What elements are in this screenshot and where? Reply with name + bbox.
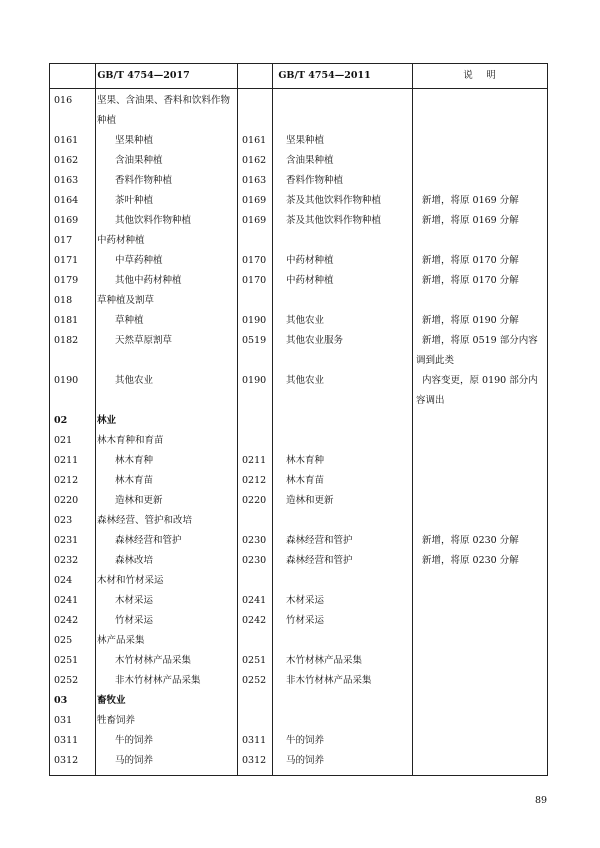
name-2011: 中药材种植	[286, 275, 334, 286]
name-2011: 其他农业	[286, 315, 325, 326]
code-2017: 0232	[54, 555, 79, 566]
name-2017: 森林经营、管护和改培	[97, 515, 193, 526]
header-gbt-2017: GB/T 4754—2017	[97, 70, 190, 81]
note: 新增，将原 0190 分解	[422, 315, 519, 326]
name-2011: 森林经营和管护	[286, 535, 353, 546]
name-2017: 马的饲养	[115, 755, 154, 766]
code-2011: 0241	[242, 595, 267, 606]
code-2011: 0242	[242, 615, 267, 626]
name-2017: 竹材采运	[115, 615, 154, 626]
name-2017: 牲畜饲养	[97, 715, 136, 726]
code-2011: 0311	[242, 735, 267, 746]
code-2017: 0241	[54, 595, 79, 606]
name-2011: 坚果种植	[286, 135, 325, 146]
name-2017: 畜牧业	[97, 695, 126, 706]
code-2017: 031	[54, 715, 73, 726]
page-number: 89	[535, 795, 548, 806]
code-2017: 02	[54, 415, 68, 426]
code-2017: 0312	[54, 755, 79, 766]
note: 新增，将原 0519 部分内容调到此类	[416, 335, 538, 366]
name-2017: 中草药种植	[115, 255, 163, 266]
name-2017: 天然草原割草	[115, 335, 173, 346]
code-2011: 0169	[242, 215, 267, 226]
code-2017: 0242	[54, 615, 79, 626]
header-divider	[50, 88, 547, 89]
name-2017: 其他农业	[115, 375, 154, 386]
code-2017: 0181	[54, 315, 79, 326]
code-2017: 018	[54, 295, 73, 306]
code-2017: 023	[54, 515, 73, 526]
code-2011: 0170	[242, 255, 267, 266]
name-2011: 造林和更新	[286, 495, 334, 506]
name-2017: 林木育种	[115, 455, 154, 466]
code-2011: 0230	[242, 535, 267, 546]
code-2011: 0211	[242, 455, 267, 466]
name-2011: 森林经营和管护	[286, 555, 353, 566]
name-2011: 竹材采运	[286, 615, 325, 626]
code-2011: 0312	[242, 755, 267, 766]
name-2017: 木材采运	[115, 595, 154, 606]
column-divider	[412, 64, 413, 775]
code-2017: 0161	[54, 135, 79, 146]
code-2017: 0169	[54, 215, 79, 226]
name-2011: 牛的饲养	[286, 735, 325, 746]
note: 新增，将原 0230 分解	[422, 555, 519, 566]
code-2011: 0252	[242, 675, 267, 686]
column-divider	[237, 64, 238, 775]
code-2011: 0220	[242, 495, 267, 506]
code-2011: 0190	[242, 375, 267, 386]
note: 新增，将原 0170 分解	[422, 255, 519, 266]
name-2017: 茶叶种植	[115, 195, 154, 206]
code-2017: 0251	[54, 655, 79, 666]
name-2017: 香料作物种植	[115, 175, 173, 186]
code-2017: 03	[54, 695, 68, 706]
column-divider	[95, 64, 96, 775]
code-2017: 024	[54, 575, 73, 586]
name-2017: 木竹材林产品采集	[115, 655, 192, 666]
name-2017: 其他饮料作物种植	[115, 215, 192, 226]
name-2011: 茶及其他饮料作物种植	[286, 215, 382, 226]
name-2011: 含油果种植	[286, 155, 334, 166]
name-2017: 坚果、含油果、香料和饮料作物种植	[97, 95, 231, 126]
name-2011: 香料作物种植	[286, 175, 344, 186]
note: 新增，将原 0230 分解	[422, 535, 519, 546]
name-2017: 木材和竹材采运	[97, 575, 164, 586]
code-2011: 0212	[242, 475, 267, 486]
code-2011: 0251	[242, 655, 267, 666]
note: 新增，将原 0170 分解	[422, 275, 519, 286]
name-2011: 林木育种	[286, 455, 325, 466]
name-2017: 其他中药材种植	[115, 275, 182, 286]
name-2011: 马的饲养	[286, 755, 325, 766]
note: 新增，将原 0169 分解	[422, 215, 519, 226]
name-2017: 造林和更新	[115, 495, 163, 506]
name-2011: 木材采运	[286, 595, 325, 606]
header-notes: 说 明	[463, 70, 498, 81]
classification-table	[49, 63, 548, 776]
name-2017: 草种植	[115, 315, 144, 326]
code-2017: 0163	[54, 175, 79, 186]
code-2011: 0190	[242, 315, 267, 326]
code-2017: 021	[54, 435, 73, 446]
code-2017: 025	[54, 635, 73, 646]
name-2011: 其他农业	[286, 375, 325, 386]
name-2017: 林产品采集	[97, 635, 145, 646]
code-2017: 0311	[54, 735, 79, 746]
name-2011: 其他农业服务	[286, 335, 344, 346]
name-2011: 木竹材林产品采集	[286, 655, 363, 666]
code-2011: 0230	[242, 555, 267, 566]
name-2017: 林业	[97, 415, 117, 426]
code-2017: 0179	[54, 275, 79, 286]
name-2017: 牛的饲养	[115, 735, 154, 746]
code-2017: 016	[54, 95, 73, 106]
name-2011: 茶及其他饮料作物种植	[286, 195, 382, 206]
name-2011: 中药材种植	[286, 255, 334, 266]
code-2017: 0162	[54, 155, 79, 166]
name-2017: 坚果种植	[115, 135, 154, 146]
code-2017: 0211	[54, 455, 79, 466]
column-divider	[272, 64, 273, 775]
code-2017: 0212	[54, 475, 79, 486]
note: 新增，将原 0169 分解	[422, 195, 519, 206]
code-2017: 0220	[54, 495, 79, 506]
note: 内容变更，原 0190 部分内容调出	[416, 375, 538, 406]
code-2017: 0171	[54, 255, 79, 266]
name-2011: 林木育苗	[286, 475, 325, 486]
name-2017: 林木育种和育苗	[97, 435, 164, 446]
name-2017: 草种植及割草	[97, 295, 155, 306]
code-2017: 0182	[54, 335, 79, 346]
name-2017: 森林改培	[115, 555, 154, 566]
name-2011: 非木竹材林产品采集	[286, 675, 372, 686]
code-2011: 0519	[242, 335, 267, 346]
name-2017: 中药材种植	[97, 235, 145, 246]
code-2011: 0162	[242, 155, 267, 166]
code-2017: 017	[54, 235, 73, 246]
code-2017: 0231	[54, 535, 79, 546]
code-2011: 0161	[242, 135, 267, 146]
header-gbt-2011: GB/T 4754—2011	[278, 70, 371, 81]
name-2017: 林木育苗	[115, 475, 154, 486]
code-2017: 0164	[54, 195, 79, 206]
code-2011: 0169	[242, 195, 267, 206]
code-2017: 0190	[54, 375, 79, 386]
name-2017: 非木竹材林产品采集	[115, 675, 201, 686]
code-2011: 0170	[242, 275, 267, 286]
code-2011: 0163	[242, 175, 267, 186]
name-2017: 含油果种植	[115, 155, 163, 166]
name-2017: 森林经营和管护	[115, 535, 182, 546]
code-2017: 0252	[54, 675, 79, 686]
